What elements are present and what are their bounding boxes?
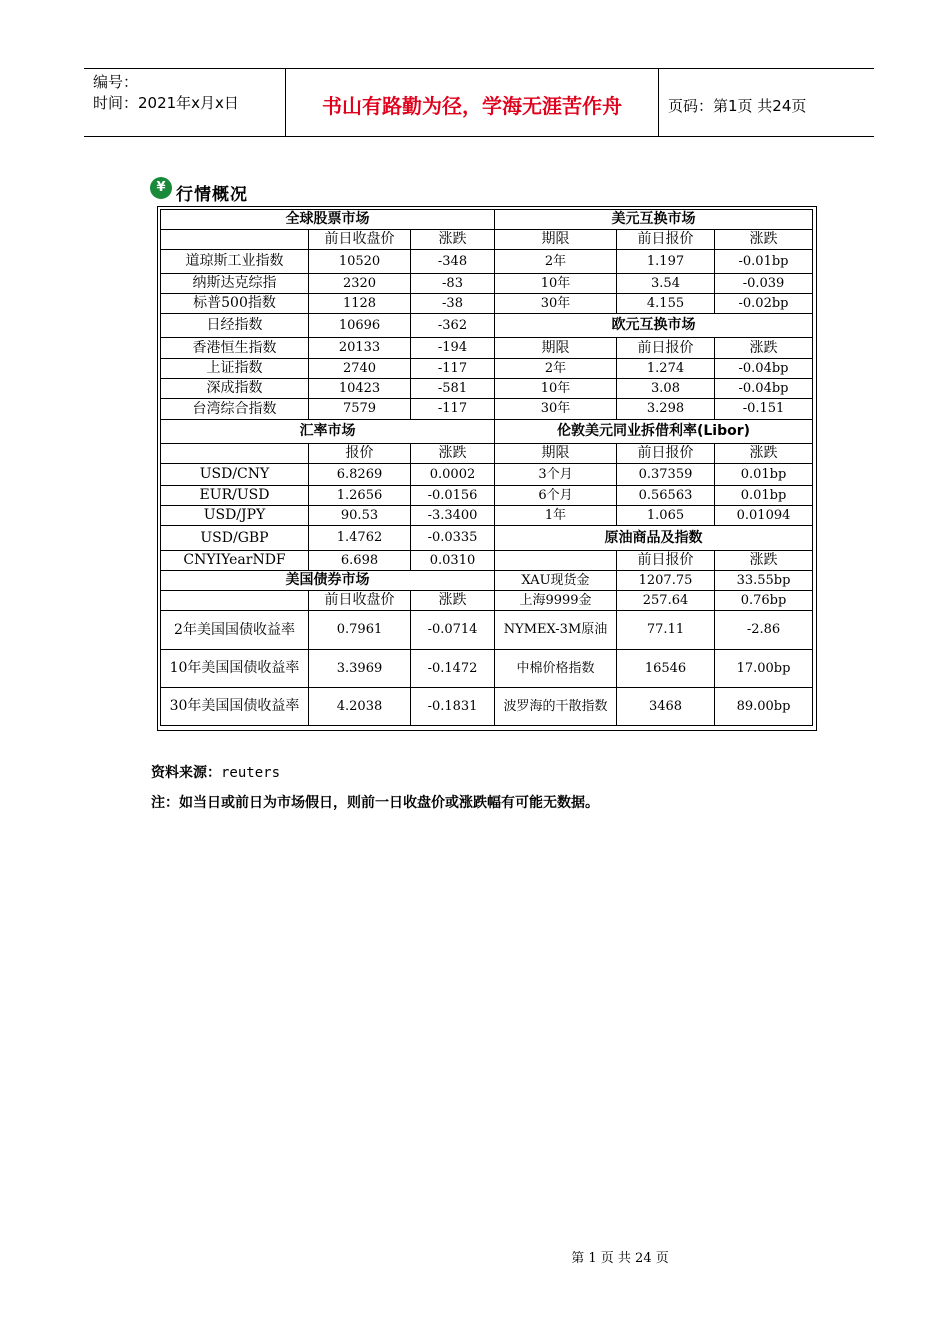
eur-swap-change: -0.04bp [715, 359, 813, 379]
header-bottom-rule [84, 136, 874, 137]
table-row [495, 250, 813, 274]
eur-swap-title-row [495, 314, 813, 338]
table-row [161, 399, 495, 420]
stock-change: -194 [411, 338, 495, 359]
treasury-close: 3.3969 [309, 650, 411, 688]
usd-swap-change: -0.01bp [715, 250, 813, 274]
stocks-title: 全球股票市场 [161, 210, 495, 230]
commodity-change: 89.00bp [715, 688, 813, 726]
eur-swap-term: 10年 [495, 379, 617, 399]
stock-change: -38 [411, 294, 495, 314]
table-row [161, 506, 495, 526]
page-footer: 第 1 页 共 24 页 [571, 1251, 669, 1266]
stock-name: 上证指数 [161, 359, 309, 379]
table-row [495, 359, 813, 379]
table-row [495, 591, 813, 611]
eur-swap-change: -0.151 [715, 399, 813, 420]
libor-term: 6个月 [495, 486, 617, 506]
stock-close: 1128 [309, 294, 411, 314]
commodity-name: XAU现货金 [495, 571, 617, 591]
table-row [161, 464, 495, 486]
fx-header-change: 涨跌 [411, 444, 495, 464]
commodity-change: 0.76bp [715, 591, 813, 611]
table-row [495, 486, 813, 506]
stock-change: -362 [411, 314, 495, 338]
table-row [495, 399, 813, 420]
stock-change: -117 [411, 399, 495, 420]
treasury-title-row [161, 571, 495, 591]
fx-price: 6.698 [309, 551, 411, 571]
treasury-header-change: 涨跌 [411, 591, 495, 611]
fx-price: 1.2656 [309, 486, 411, 506]
fx-header-row [161, 444, 495, 464]
commodity-change: 17.00bp [715, 650, 813, 688]
table-row [495, 611, 813, 650]
commodity-name: 上海9999金 [495, 591, 617, 611]
stock-close: 10423 [309, 379, 411, 399]
eur-swap-header-change: 涨跌 [715, 338, 813, 359]
stock-close: 10520 [309, 250, 411, 274]
fx-price: 1.4762 [309, 526, 411, 551]
libor-change: 0.01094 [715, 506, 813, 526]
stock-name: 标普500指数 [161, 294, 309, 314]
stocks-header-name [161, 230, 309, 250]
header-divider-right [658, 68, 659, 136]
treasury-header-row [161, 591, 495, 611]
table-row [161, 294, 495, 314]
fx-pair: USD/CNY [161, 464, 309, 486]
source-value: reuters [221, 765, 281, 781]
table-row [161, 650, 495, 688]
commodity-change: 33.55bp [715, 571, 813, 591]
source-label: 资料来源： [151, 765, 221, 781]
libor-header-change: 涨跌 [715, 444, 813, 464]
table-row [495, 379, 813, 399]
header-number-label: 编号： [93, 73, 139, 91]
table-row [495, 274, 813, 294]
table-row [495, 688, 813, 726]
usd-swap-header-term: 期限 [495, 230, 617, 250]
header-time-label: 时间：2021年x月x日 [93, 94, 239, 112]
commodities-title-row [495, 526, 813, 551]
libor-header-quote: 前日报价 [617, 444, 715, 464]
eur-swap-quote: 3.08 [617, 379, 715, 399]
libor-quote: 1.065 [617, 506, 715, 526]
fx-pair: USD/GBP [161, 526, 309, 551]
stock-name: 深成指数 [161, 379, 309, 399]
fx-pair: USD/JPY [161, 506, 309, 526]
table-row [161, 250, 495, 274]
left-market-table [160, 209, 495, 726]
stocks-header-change: 涨跌 [411, 230, 495, 250]
table-row [161, 551, 495, 571]
commodity-name: 波罗海的干散指数 [495, 688, 617, 726]
stock-change: -348 [411, 250, 495, 274]
section-title: 行情概况 [176, 185, 248, 205]
eur-swap-quote: 3.298 [617, 399, 715, 420]
stock-close: 20133 [309, 338, 411, 359]
treasury-change: -0.1831 [411, 688, 495, 726]
libor-header-term: 期限 [495, 444, 617, 464]
usd-swap-title: 美元互换市场 [495, 210, 813, 230]
stock-close: 2740 [309, 359, 411, 379]
table-row [161, 274, 495, 294]
table-row [161, 611, 495, 650]
commodity-change: -2.86 [715, 611, 813, 650]
libor-change: 0.01bp [715, 464, 813, 486]
table-row [161, 359, 495, 379]
treasury-name: 30年美国国债收益率 [161, 688, 309, 726]
usd-swap-quote: 4.155 [617, 294, 715, 314]
commodity-name: NYMEX-3M原油 [495, 611, 617, 650]
commodities-header-row [495, 551, 813, 571]
usd-swap-term: 2年 [495, 250, 617, 274]
usd-swap-header-quote: 前日报价 [617, 230, 715, 250]
libor-change: 0.01bp [715, 486, 813, 506]
libor-quote: 0.56563 [617, 486, 715, 506]
treasury-change: -0.0714 [411, 611, 495, 650]
eur-swap-term: 2年 [495, 359, 617, 379]
fx-title-row [161, 420, 495, 444]
bank-logo-icon: ¥ [150, 177, 172, 199]
table-row [495, 506, 813, 526]
table-row [161, 379, 495, 399]
stocks-header-close: 前日收盘价 [309, 230, 411, 250]
commodities-header-name [495, 551, 617, 571]
stock-change: -83 [411, 274, 495, 294]
libor-term: 1年 [495, 506, 617, 526]
commodity-quote: 257.64 [617, 591, 715, 611]
header-motto: 书山有路勤为径，学海无涯苦作舟 [322, 94, 622, 118]
treasury-header-close: 前日收盘价 [309, 591, 411, 611]
table-row [161, 526, 495, 551]
stock-name: 道琼斯工业指数 [161, 250, 309, 274]
stock-change: -117 [411, 359, 495, 379]
eur-swap-header-quote: 前日报价 [617, 338, 715, 359]
stocks-title-row [161, 210, 495, 230]
treasury-name: 10年美国国债收益率 [161, 650, 309, 688]
usd-swap-header-change: 涨跌 [715, 230, 813, 250]
libor-term: 3个月 [495, 464, 617, 486]
libor-header-row [495, 444, 813, 464]
commodity-name: 中棉价格指数 [495, 650, 617, 688]
commodity-quote: 1207.75 [617, 571, 715, 591]
fx-pair: EUR/USD [161, 486, 309, 506]
eur-swap-header-term: 期限 [495, 338, 617, 359]
stock-name: 日经指数 [161, 314, 309, 338]
treasury-title: 美国债券市场 [161, 571, 495, 591]
header-page-label: 页码：第1页 共24页 [668, 97, 807, 115]
usd-swap-change: -0.02bp [715, 294, 813, 314]
usd-swap-quote: 3.54 [617, 274, 715, 294]
fx-price: 6.8269 [309, 464, 411, 486]
fx-change: 0.0002 [411, 464, 495, 486]
treasury-close: 0.7961 [309, 611, 411, 650]
commodity-quote: 3468 [617, 688, 715, 726]
disclaimer-note: 注：如当日或前日为市场假日，则前一日收盘价或涨跌幅有可能无数据。 [151, 795, 599, 811]
libor-quote: 0.37359 [617, 464, 715, 486]
commodities-header-change: 涨跌 [715, 551, 813, 571]
usd-swap-term: 30年 [495, 294, 617, 314]
table-row [161, 486, 495, 506]
treasury-header-name [161, 591, 309, 611]
fx-change: -3.3400 [411, 506, 495, 526]
libor-title: 伦敦美元同业拆借利率(Libor) [495, 420, 813, 444]
treasury-name: 2年美国国债收益率 [161, 611, 309, 650]
treasury-change: -0.1472 [411, 650, 495, 688]
right-market-table [494, 209, 813, 726]
fx-change: -0.0156 [411, 486, 495, 506]
stocks-header-row [161, 230, 495, 250]
stock-close: 2320 [309, 274, 411, 294]
stock-name: 香港恒生指数 [161, 338, 309, 359]
stock-change: -581 [411, 379, 495, 399]
fx-change: 0.0310 [411, 551, 495, 571]
usd-swap-change: -0.039 [715, 274, 813, 294]
usd-swap-title-row [495, 210, 813, 230]
commodities-header-quote: 前日报价 [617, 551, 715, 571]
table-row [495, 650, 813, 688]
table-row [495, 294, 813, 314]
table-row [161, 688, 495, 726]
usd-swap-term: 10年 [495, 274, 617, 294]
eur-swap-header-row [495, 338, 813, 359]
usd-swap-header-row [495, 230, 813, 250]
stock-close: 7579 [309, 399, 411, 420]
stock-close: 10696 [309, 314, 411, 338]
usd-swap-quote: 1.197 [617, 250, 715, 274]
eur-swap-change: -0.04bp [715, 379, 813, 399]
table-row [495, 571, 813, 591]
fx-header-price: 报价 [309, 444, 411, 464]
fx-title: 汇率市场 [161, 420, 495, 444]
eur-swap-quote: 1.274 [617, 359, 715, 379]
fx-price: 90.53 [309, 506, 411, 526]
fx-pair: CNYIYearNDF [161, 551, 309, 571]
commodities-title: 原油商品及指数 [495, 526, 813, 551]
header-top-rule [84, 68, 874, 69]
table-row [161, 314, 495, 338]
stock-name: 台湾综合指数 [161, 399, 309, 420]
treasury-close: 4.2038 [309, 688, 411, 726]
stock-name: 纳斯达克综指 [161, 274, 309, 294]
commodity-quote: 16546 [617, 650, 715, 688]
fx-header-pair [161, 444, 309, 464]
eur-swap-title: 欧元互换市场 [495, 314, 813, 338]
fx-change: -0.0335 [411, 526, 495, 551]
commodity-quote: 77.11 [617, 611, 715, 650]
table-row [495, 464, 813, 486]
libor-title-row [495, 420, 813, 444]
eur-swap-term: 30年 [495, 399, 617, 420]
source-note [151, 762, 280, 782]
table-row [161, 338, 495, 359]
